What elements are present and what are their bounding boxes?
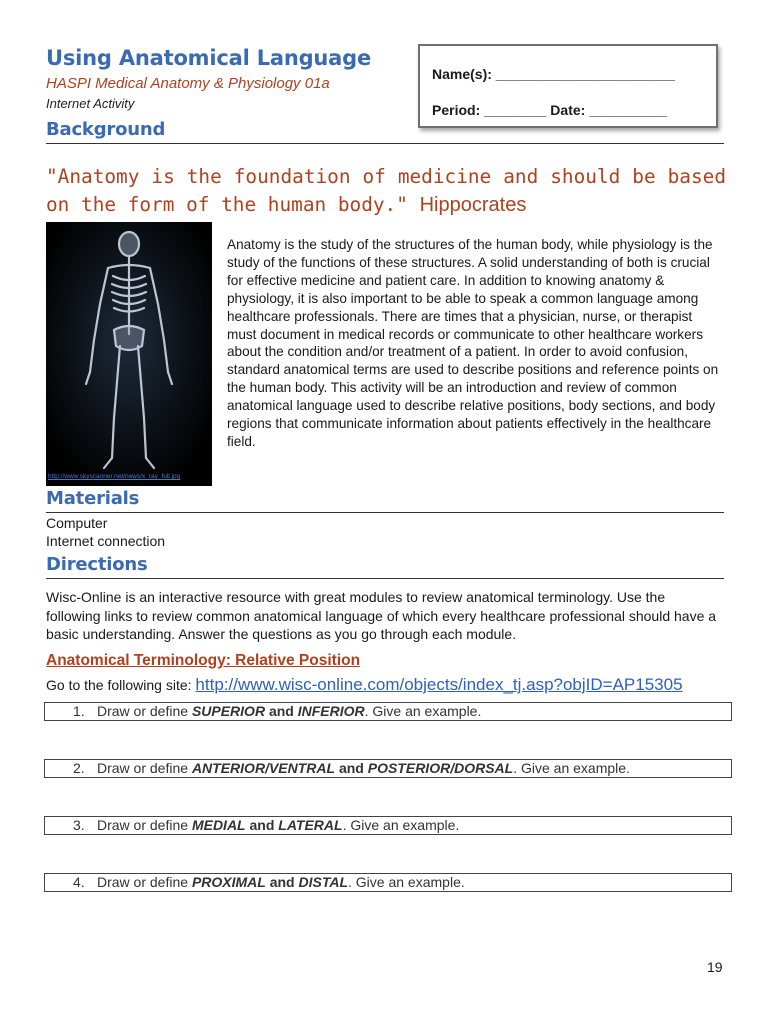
background-heading: Background xyxy=(46,119,166,140)
period-date-field: Period: ________ Date: __________ xyxy=(432,102,668,118)
goto-label: Go to the following site: xyxy=(46,677,192,693)
names-field: Name(s): _______________________ xyxy=(432,66,675,82)
materials-heading: Materials xyxy=(46,488,140,509)
directions-paragraph: Wisc-Online is an interactive resource with great modules to review anatomical terminology. Use the following links to review common anatomical language of which every healthcare professional should have a basic understanding. Answer the questions as you go through each module. xyxy=(46,589,717,642)
question-text: Draw or define SUPERIOR and INFERIOR. Give an example. xyxy=(97,703,482,719)
question-number: 2. xyxy=(73,760,85,776)
image-source-link[interactable]: http://www.skyscanner.net/news/x_ray_full.jpg xyxy=(48,473,181,480)
material-item: Internet connection xyxy=(46,533,166,549)
question-number: 1. xyxy=(73,703,85,719)
page-title: Using Anatomical Language xyxy=(46,46,372,70)
question-text: Draw or define MEDIAL and LATERAL. Give an example. xyxy=(97,817,460,833)
question-number: 3. xyxy=(73,817,85,833)
question-text: Draw or define PROXIMAL and DISTAL. Give an example. xyxy=(97,874,465,890)
material-item: Computer xyxy=(46,515,108,531)
xray-skeleton-image xyxy=(46,222,212,486)
name-period-box xyxy=(418,44,718,128)
page-number: 19 xyxy=(707,959,723,975)
question-box-1[interactable] xyxy=(44,702,732,721)
question-box-3[interactable] xyxy=(44,816,732,835)
directions-heading: Directions xyxy=(46,554,148,575)
question-box-4[interactable] xyxy=(44,873,732,892)
question-text: Draw or define ANTERIOR/VENTRAL and POSTERIOR/DORSAL. Give an example. xyxy=(97,760,630,776)
question-box-2[interactable] xyxy=(44,759,732,778)
hippocrates-quote xyxy=(46,163,726,219)
directions-rule xyxy=(46,578,724,579)
question-number: 4. xyxy=(73,874,85,890)
relative-position-heading: Anatomical Terminology: Relative Position xyxy=(46,652,361,669)
materials-rule xyxy=(46,512,724,513)
background-paragraph: Anatomy is the study of the structures of the human body, while physiology is the study of the functions of these structures. A solid understanding of both is crucial for effective medicine and patient care. In addition to knowing anatomy & physiology, it is also important to be able to speak a common language among healthcare professionals. There are times that a physician, nurse, or therapist must document in medical records or communicate to other healthcare workers about the condition and/or treatment of a patient. In order to avoid confusion, standard anatomical terms are used to describe positions and reference points on the human body. This activity will be an introduction and review of common anatomical language used to describe relative positions, body sections, and body regions that communicate information about patients effectively in the healthcare field. xyxy=(227,237,719,449)
background-rule xyxy=(46,143,724,144)
quote-author: Hippocrates xyxy=(419,194,527,216)
quote-text: "Anatomy is the foundation of medicine and should be based on the form of the human body." xyxy=(46,165,726,216)
activity-type: Internet Activity xyxy=(46,96,135,111)
wisc-online-link[interactable]: http://www.wisc-online.com/objects/index_tj.asp?objID=AP15305 xyxy=(195,675,683,694)
course-subtitle: HASPI Medical Anatomy & Physiology 01a xyxy=(46,75,330,92)
goto-line xyxy=(46,675,683,695)
